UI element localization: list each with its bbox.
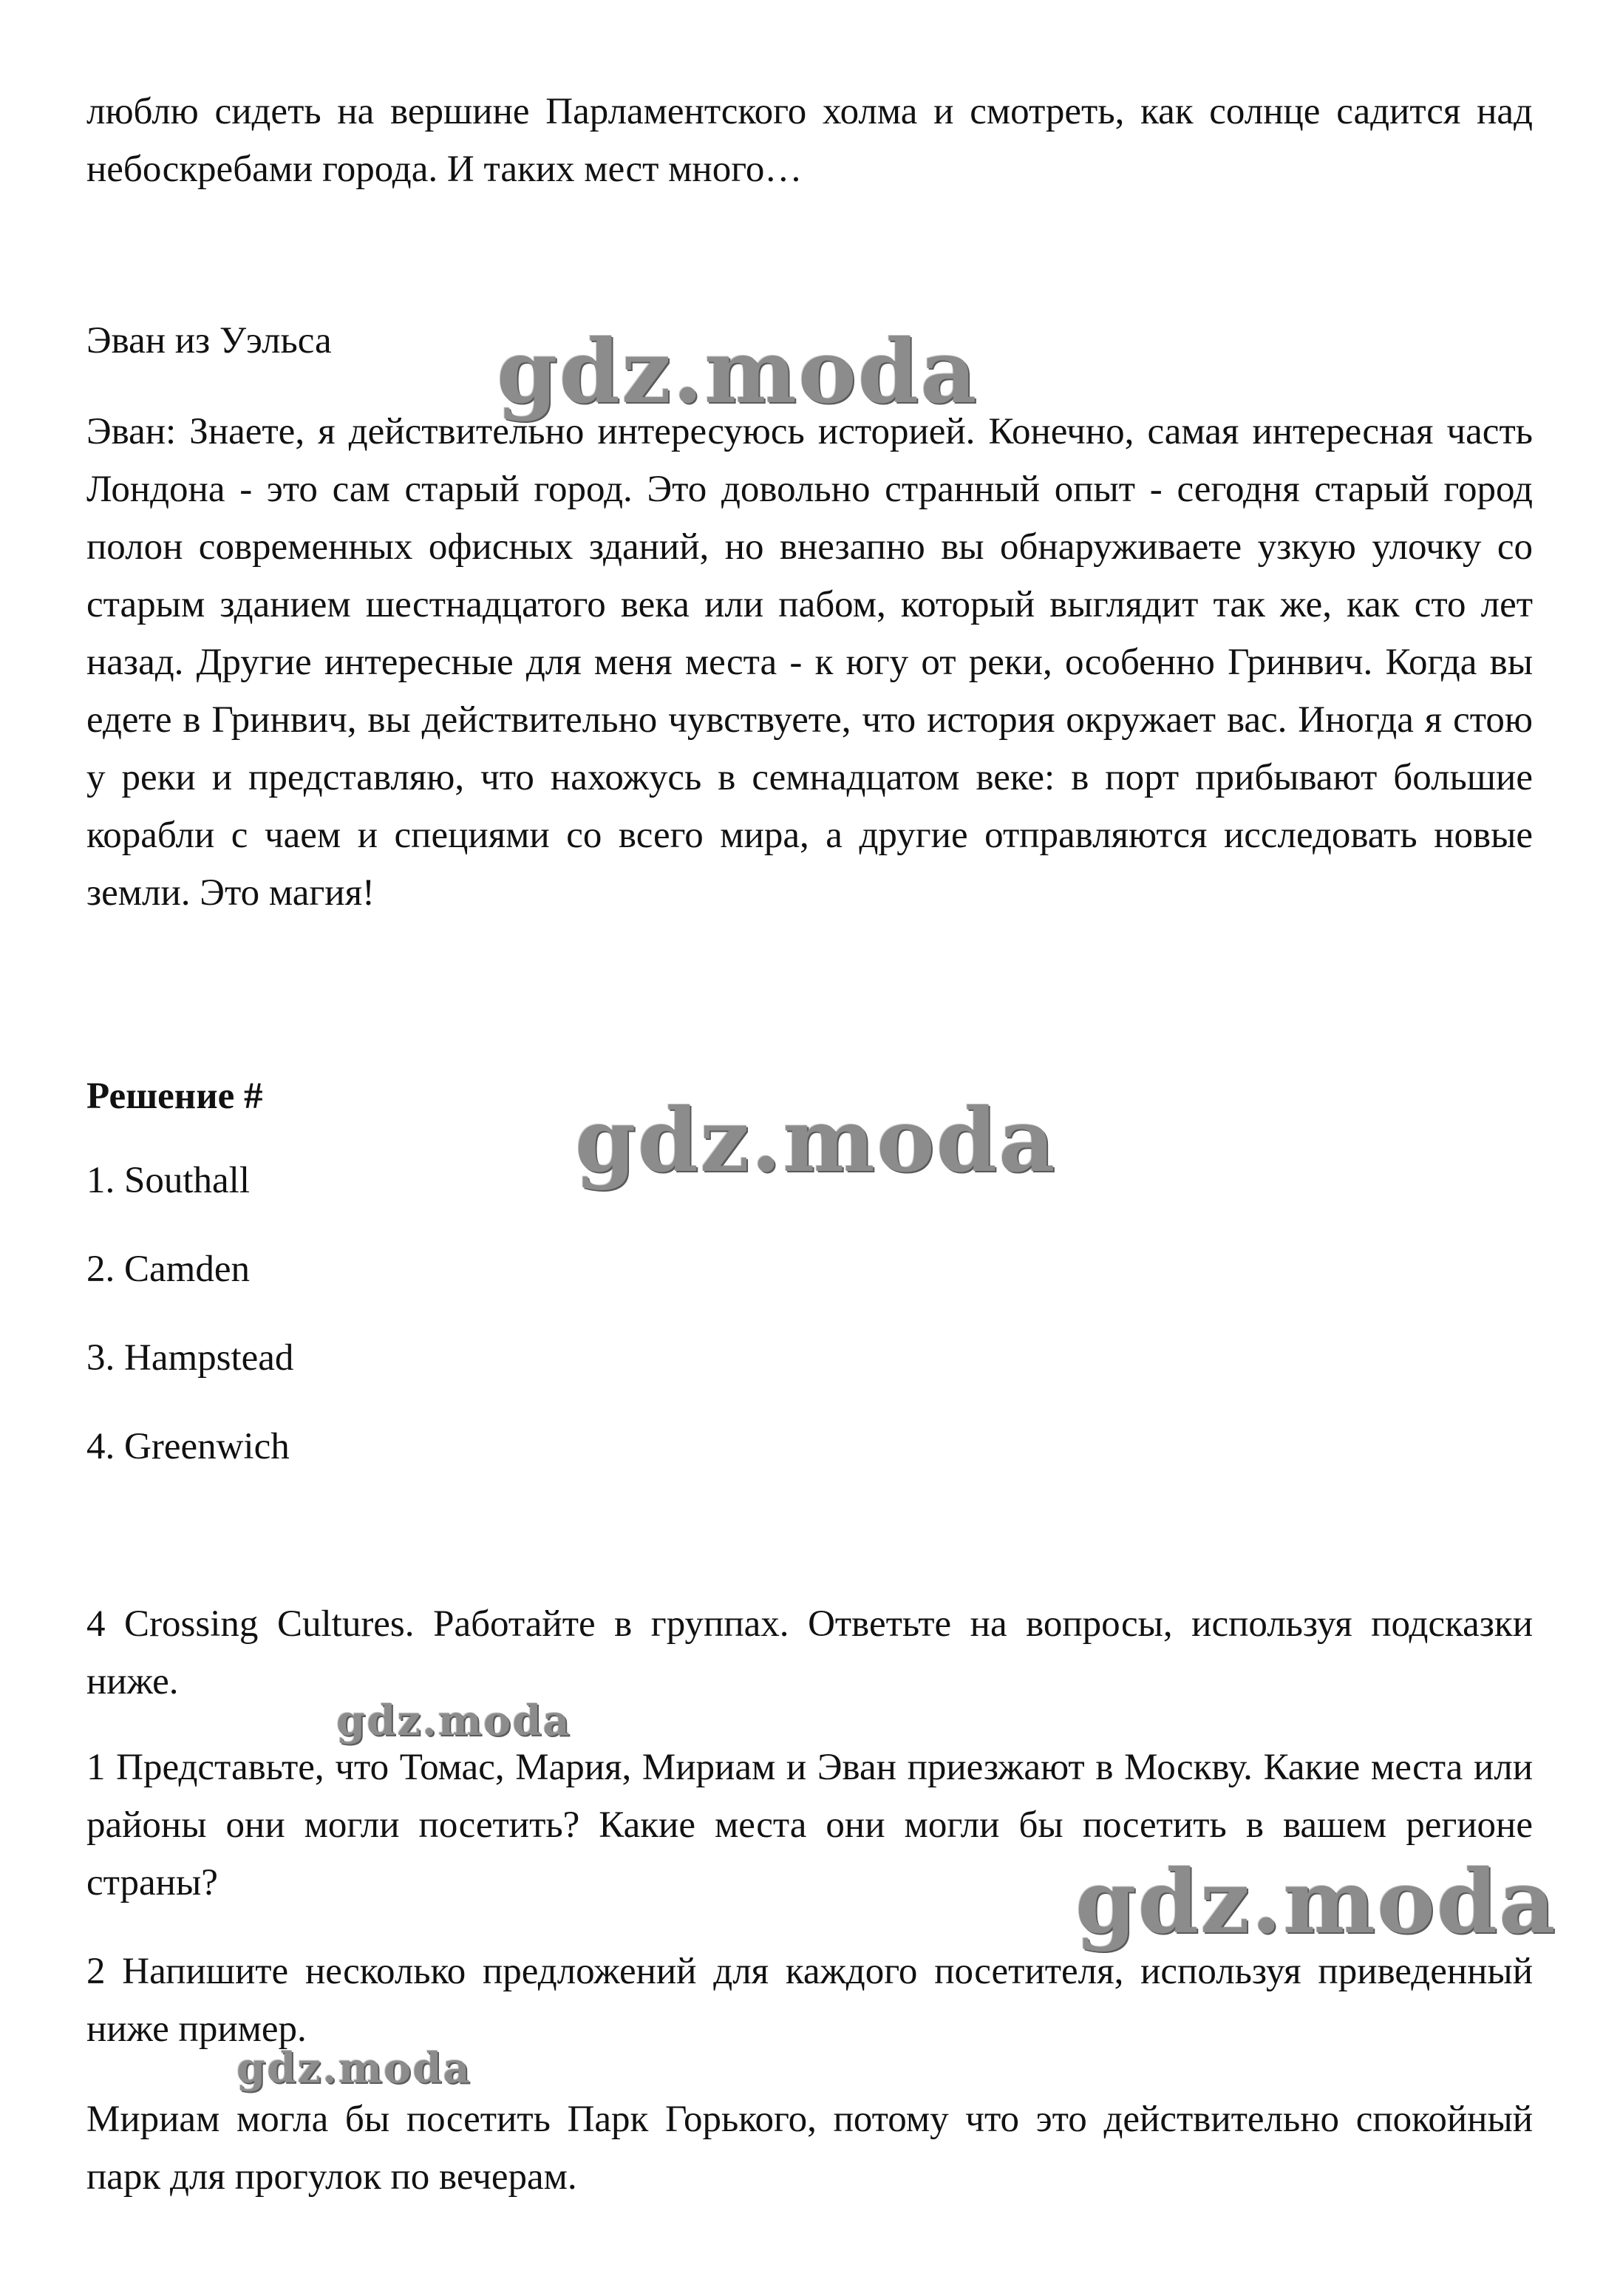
task-title: 4 Crossing Cultures. Работайте в группах. Ответьте на вопросы, используя подсказки ниже. (86, 1603, 1533, 1702)
task-example: Мириам могла бы посетить Парк Горького, потому что это действительно спокойный парк для прогулок по вечерам. (86, 2099, 1533, 2198)
task-question-1: 1 Представьте, что Томас, Мария, Мириам и Эван приезжают в Москву. Какие места или районы они могли посетить? Какие места они могли бы посетить в вашем регионе страны? (86, 1747, 1533, 1903)
evan-paragraph: Эван: Знаете, я действительно интересуюсь историей. Конечно, самая интересная часть Лондона - это сам старый город. Это довольно странный опыт - сегодня старый город полон современных офисных зданий, но внезапно вы обнаруживаете узкую улочку со старым зданием шестнадцатого века или пабом, который выглядит так же, как сто лет назад. Другие интересные для меня места - к югу от реки, особенно Гринвич. Когда вы едете в Гринвич, вы действительно чувствуете, что история окружает вас. Иногда я стою у реки и представляю, что нахожусь в семнадцатом веке: в порт прибывают большие корабли с чаем и специями со всего мира, а другие отправляются исследовать новые земли. Это магия! (86, 411, 1533, 914)
answer-2: 2. Camden (86, 1249, 250, 1290)
watermark: gdz.moda (497, 320, 979, 423)
answer-4: 4. Greenwich (86, 1426, 290, 1467)
answer-1: 1. Southall (86, 1160, 251, 1201)
intro-paragraph: люблю сидеть на вершине Парламентского холма и смотреть, как солнце садится над небоскребами города. И таких мест много… (86, 91, 1533, 190)
watermark: gdz.moda (236, 2044, 472, 2093)
task-question-2: 2 Напишите несколько предложений для каждого посетителя, используя приведенный ниже пример. (86, 1951, 1533, 2050)
watermark: gdz.moda (575, 1089, 1057, 1192)
watermark: gdz.moda (1075, 1850, 1557, 1953)
watermark: gdz.moda (336, 1696, 571, 1745)
evan-heading: Эван из Уэльса (86, 320, 332, 361)
answer-3: 3. Hampstead (86, 1337, 294, 1379)
solution-heading: Решение # (86, 1076, 263, 1117)
